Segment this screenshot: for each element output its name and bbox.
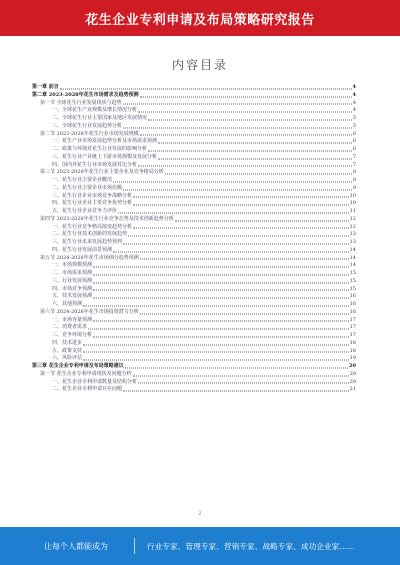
footer-tagline: 行业专家、管理专家、营销专家、战略专家、成功企业家…… bbox=[147, 541, 355, 551]
toc-entry-title: 第一节 花生企业专利申请现状及问题分析 bbox=[40, 370, 132, 377]
toc-entry[interactable] bbox=[32, 199, 356, 207]
report-header-banner bbox=[0, 0, 400, 36]
toc-entry-page: 9 bbox=[352, 184, 356, 191]
toc-leader-dots bbox=[138, 111, 352, 113]
toc-entry[interactable] bbox=[32, 285, 356, 293]
toc-entry-page: 10 bbox=[349, 192, 356, 199]
toc-entry-title: 一、花生行业竞争格局演变趋势分析 bbox=[52, 223, 133, 230]
toc-entry-title: 一、市场规模预测 bbox=[52, 262, 93, 269]
toc-leader-dots bbox=[93, 281, 349, 283]
toc-leader-dots bbox=[93, 320, 349, 322]
toc-entry[interactable] bbox=[32, 176, 356, 184]
toc-entry[interactable] bbox=[32, 378, 356, 386]
toc-entry-title: 第二节 2023-2028年花生行业市场发展规模 bbox=[40, 130, 139, 137]
toc-entry-page: 14 bbox=[349, 246, 356, 253]
toc-entry-page: 6 bbox=[352, 146, 356, 153]
toc-entry-title: 三、竞争环境分析 bbox=[52, 332, 93, 339]
toc-leader-dots bbox=[138, 382, 349, 384]
toc-entry-page: 4 bbox=[352, 99, 356, 106]
toc-entry-page: 4 bbox=[352, 91, 356, 98]
toc-entry[interactable] bbox=[32, 192, 356, 200]
toc-entry-title: 三、花生行业企业市场竞争战略分析 bbox=[52, 192, 133, 199]
toc-leader-dots bbox=[133, 374, 349, 376]
toc-entry[interactable] bbox=[32, 207, 356, 215]
toc-entry-page: 21 bbox=[349, 386, 356, 393]
toc-entry[interactable] bbox=[32, 215, 356, 223]
toc-entry-page: 15 bbox=[349, 285, 356, 292]
toc-leader-dots bbox=[83, 351, 349, 353]
toc-entry-page: 7 bbox=[352, 153, 356, 160]
toc-entry-page: 17 bbox=[349, 316, 356, 323]
toc-entry-page: 20 bbox=[349, 370, 356, 377]
report-title: 花生企业专利申请及布局策略研究报告 bbox=[85, 12, 315, 28]
toc-leader-dots bbox=[123, 390, 349, 392]
toc-entry-page: 7 bbox=[352, 161, 356, 168]
toc-entry[interactable] bbox=[32, 114, 356, 122]
toc-entry[interactable] bbox=[32, 223, 356, 231]
toc-entry-title: 五、技术发展预测 bbox=[52, 293, 93, 300]
footer-slogan: 让每个人都能成为 bbox=[44, 541, 108, 551]
toc-entry[interactable] bbox=[32, 254, 356, 262]
toc-entry-title: 四、技术进步 bbox=[52, 339, 83, 346]
toc-leader-dots bbox=[140, 258, 349, 260]
toc-entry-title: 三、行业发展预测 bbox=[52, 277, 93, 284]
toc-entry-page: 20 bbox=[349, 363, 356, 370]
toc-entry[interactable] bbox=[32, 83, 356, 91]
footer-banner bbox=[0, 527, 400, 565]
toc-entry[interactable] bbox=[32, 292, 356, 300]
toc-entry[interactable] bbox=[32, 385, 356, 393]
toc-leader-dots bbox=[133, 227, 349, 229]
toc-entry-page: 16 bbox=[349, 308, 356, 315]
toc-entry[interactable] bbox=[32, 331, 356, 339]
toc-entry-title: 六、其他预测 bbox=[52, 301, 83, 308]
toc-entry-title: 第三章 花生企业专利申请及布局策略建议 bbox=[32, 363, 124, 370]
toc-entry-page: 16 bbox=[349, 293, 356, 300]
toc-entry-page: 12 bbox=[349, 215, 356, 222]
toc-leader-dots bbox=[83, 343, 349, 345]
toc-entry-page: 8 bbox=[352, 169, 356, 176]
toc-entry-page: 20 bbox=[349, 378, 356, 385]
toc-entry[interactable] bbox=[32, 238, 356, 246]
toc-entry-title: 二、花生企业专利申请存在问题 bbox=[52, 386, 123, 393]
toc-leader-dots bbox=[93, 273, 349, 275]
toc-entry-title: 四、花生行业企业主要竞争优势分析 bbox=[52, 200, 133, 207]
toc-entry[interactable] bbox=[32, 277, 356, 285]
toc-entry-page: 18 bbox=[349, 347, 356, 354]
toc-entry-title: 三、全球花生行业发展趋势分析 bbox=[52, 122, 123, 129]
toc-leader-dots bbox=[128, 235, 349, 237]
toc-entry-title: 五、花生行业企业竞争力评价 bbox=[52, 208, 118, 215]
toc-leader-dots bbox=[123, 126, 352, 128]
toc-leader-dots bbox=[158, 142, 352, 144]
toc-entry-page: 4 bbox=[352, 84, 356, 91]
footer-divider bbox=[134, 538, 135, 554]
toc-entry[interactable] bbox=[32, 99, 356, 107]
toc-leader-dots bbox=[113, 180, 352, 182]
toc-entry-title: 第五节 2024-2028年花生市场细分趋势预测 bbox=[40, 254, 139, 261]
toc-leader-dots bbox=[60, 87, 352, 89]
toc-leader-dots bbox=[175, 219, 349, 221]
toc-leader-dots bbox=[118, 211, 349, 213]
toc-entry-page: 15 bbox=[349, 270, 356, 277]
toc-entry-page: 18 bbox=[349, 339, 356, 346]
toc-entry-page: 4 bbox=[352, 107, 356, 114]
toc-entry[interactable] bbox=[32, 184, 356, 192]
toc-entry[interactable] bbox=[32, 370, 356, 378]
toc-entry[interactable] bbox=[32, 91, 356, 99]
toc-entry[interactable] bbox=[32, 347, 356, 355]
toc-entry[interactable] bbox=[32, 130, 356, 138]
toc-entry-page: 19 bbox=[349, 355, 356, 362]
toc-entry-page: 8 bbox=[352, 177, 356, 184]
toc-entry-page: 14 bbox=[349, 254, 356, 261]
toc-entry-page: 10 bbox=[349, 200, 356, 207]
toc-entry-page: 17 bbox=[349, 324, 356, 331]
page-number: 2 bbox=[198, 511, 202, 517]
toc-entry-page: 13 bbox=[349, 239, 356, 246]
toc-entry-title: 第一节 全球花生行业发展现状与趋势 bbox=[40, 99, 122, 106]
toc-leader-dots bbox=[123, 242, 349, 244]
toc-entry-page: 16 bbox=[349, 301, 356, 308]
toc-entry-page: 13 bbox=[349, 231, 356, 238]
toc-entry-title: 第一章 前言 bbox=[32, 84, 59, 91]
toc-entry[interactable] bbox=[32, 300, 356, 308]
toc-entry[interactable] bbox=[32, 308, 356, 316]
toc-entry[interactable] bbox=[32, 168, 356, 176]
toc-entry-title: 第四节 2023-2028年花生行业竞争态势及技术创新趋势分析 bbox=[40, 215, 174, 222]
toc-entry[interactable] bbox=[32, 145, 356, 153]
toc-heading: 内容目录 bbox=[171, 58, 228, 72]
toc-leader-dots bbox=[158, 157, 352, 159]
toc-entry-title: 四、国内外花生行业市场发展对比分析 bbox=[52, 161, 138, 168]
toc-leader-dots bbox=[93, 335, 349, 337]
toc-leader-dots bbox=[123, 188, 352, 190]
toc-leader-dots bbox=[148, 149, 352, 151]
toc-entry-title: 一、全球花生产业规模及增长情况分析 bbox=[52, 107, 138, 114]
toc-entry[interactable] bbox=[32, 362, 356, 370]
toc-entry-title: 第三节 2023-2028年花生行业主要企业及竞争格局分析 bbox=[40, 169, 164, 176]
toc-leader-dots bbox=[113, 250, 349, 252]
toc-leader-dots bbox=[125, 366, 348, 368]
toc-entry-title: 第六节 2024-2028年花生市场投资潜力分析 bbox=[40, 308, 139, 315]
toc-entry[interactable] bbox=[32, 161, 356, 169]
toc-entry[interactable] bbox=[32, 339, 356, 347]
toc-leader-dots bbox=[123, 103, 352, 105]
toc-entry-title: 二、市场需求预测 bbox=[52, 270, 93, 277]
toc-entry-title: 二、花生行业技术创新的发展趋势 bbox=[52, 231, 128, 238]
toc-entry-title: 二、花生行业主要企业市场份额 bbox=[52, 184, 123, 191]
toc-leader-dots bbox=[138, 165, 352, 167]
toc-entry-title: 二、全球花生行业主要国家及地区发展情况 bbox=[52, 115, 148, 122]
toc-entry[interactable] bbox=[32, 316, 356, 324]
toc-entry-title: 一、花生行业主要企业概况 bbox=[52, 177, 113, 184]
toc-entry[interactable] bbox=[32, 354, 356, 362]
toc-entry-page: 15 bbox=[349, 277, 356, 284]
toc-leader-dots bbox=[83, 304, 349, 306]
toc-leader-dots bbox=[148, 118, 352, 120]
toc-leader-dots bbox=[140, 312, 349, 314]
toc-entry[interactable] bbox=[32, 230, 356, 238]
toc-leader-dots bbox=[93, 266, 349, 268]
toc-leader-dots bbox=[140, 95, 352, 97]
toc-entry-page: 11 bbox=[349, 208, 356, 215]
toc-entry-page: 5 bbox=[352, 122, 356, 129]
toc-entry[interactable] bbox=[32, 269, 356, 277]
toc-entry-title: 二、消费者需求 bbox=[52, 324, 88, 331]
toc-entry[interactable] bbox=[32, 122, 356, 130]
toc-entry[interactable] bbox=[32, 323, 356, 331]
toc-leader-dots bbox=[83, 359, 349, 361]
toc-entry-page: 6 bbox=[352, 138, 356, 145]
toc-entry-title: 二、政策与环境对花生行业发展的影响分析 bbox=[52, 146, 148, 153]
toc-entry-title: 一、市场容量预测 bbox=[52, 316, 93, 323]
toc-entry-title: 六、风险评估 bbox=[52, 355, 83, 362]
toc-leader-dots bbox=[93, 297, 349, 299]
toc-entry-title: 五、政策支持 bbox=[52, 347, 83, 354]
toc-leader-dots bbox=[133, 196, 349, 198]
toc-entry-title: 四、花生行业发展前景预测 bbox=[52, 246, 113, 253]
toc-entry-page: 14 bbox=[349, 262, 356, 269]
toc-entry[interactable] bbox=[32, 261, 356, 269]
toc-leader-dots bbox=[140, 134, 352, 136]
toc-entry[interactable] bbox=[32, 137, 356, 145]
toc-entry[interactable] bbox=[32, 246, 356, 254]
toc-leader-dots bbox=[133, 204, 349, 206]
toc-entry-page: 12 bbox=[349, 223, 356, 230]
toc-entry-title: 四、市场竞争预测 bbox=[52, 285, 93, 292]
toc-entry-page: 6 bbox=[352, 130, 356, 137]
toc-entry-title: 一、花生企业专利申请数量及结构分析 bbox=[52, 378, 138, 385]
toc-leader-dots bbox=[165, 173, 352, 175]
toc-leader-dots bbox=[93, 289, 349, 291]
toc-entry-title: 一、花生产业市场发展趋势分析及市场需求预测 bbox=[52, 138, 158, 145]
toc-entry-title: 三、花生行业未来发展趋势预判 bbox=[52, 239, 123, 246]
table-of-contents bbox=[32, 83, 356, 393]
toc-entry[interactable] bbox=[32, 153, 356, 161]
toc-leader-dots bbox=[88, 328, 349, 330]
toc-entry-page: 5 bbox=[352, 115, 356, 122]
toc-entry[interactable] bbox=[32, 106, 356, 114]
toc-entry-title: 第二章 2023-2028年花生市场需求及趋势预测 bbox=[32, 91, 139, 98]
toc-entry-page: 17 bbox=[349, 332, 356, 339]
toc-entry-title: 三、花生行业产业链上下游市场规模及发展分析 bbox=[52, 153, 158, 160]
